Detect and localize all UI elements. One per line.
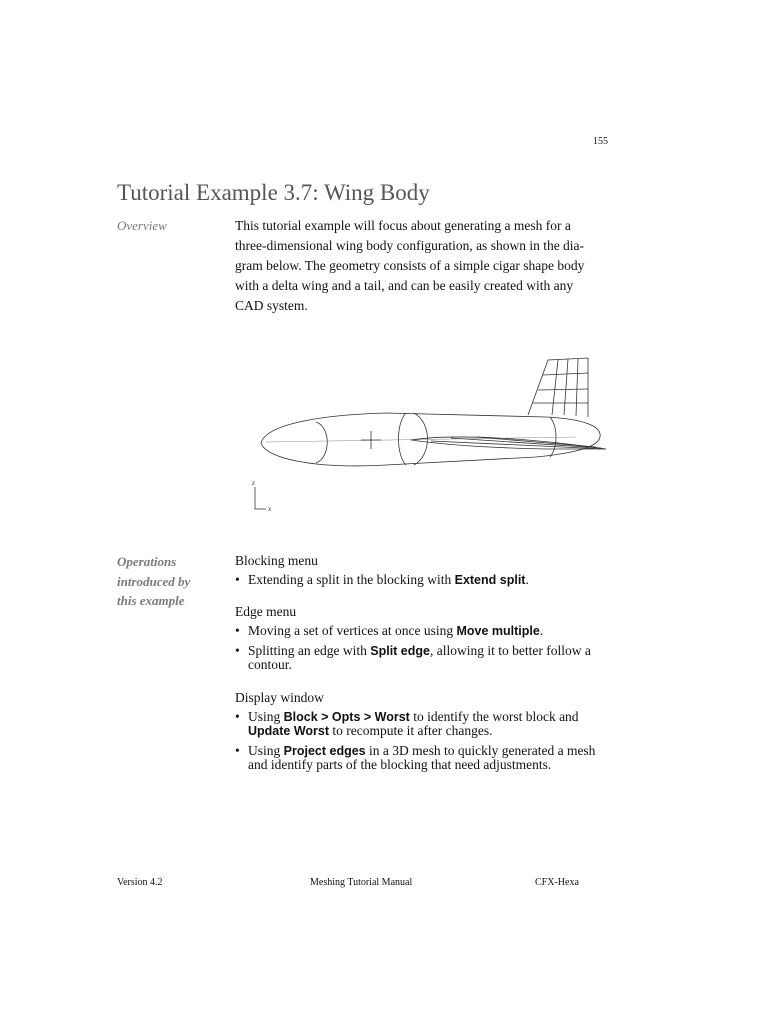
bullet-icon: • bbox=[235, 572, 240, 587]
operations-side-line: Operations bbox=[117, 554, 177, 569]
item-line bbox=[248, 710, 607, 724]
item-text: to identify the worst block and bbox=[409, 709, 579, 724]
bullet-icon: • bbox=[235, 643, 240, 658]
command-name: Project edges bbox=[283, 744, 366, 758]
section-edge-menu bbox=[235, 604, 607, 678]
item-text: Splitting an edge with bbox=[248, 643, 371, 658]
item-line bbox=[248, 744, 607, 758]
overview-line: gram below. The geometry consists of a simple cigar shape body bbox=[235, 258, 585, 273]
footer-manual-title: Meshing Tutorial Manual bbox=[310, 877, 413, 888]
item-line bbox=[248, 624, 607, 638]
item-text: Moving a set of vertices at once using bbox=[248, 623, 457, 638]
page-number: 155 bbox=[593, 136, 608, 147]
section-display-window bbox=[235, 690, 607, 778]
operations-side-line: introduced by bbox=[117, 573, 191, 589]
item-text: . bbox=[539, 623, 544, 638]
axis-label-x: x bbox=[268, 505, 272, 513]
item-line: contour. bbox=[248, 657, 292, 672]
item-line bbox=[248, 573, 607, 587]
command-name: Split edge bbox=[370, 644, 430, 658]
bullet-list bbox=[235, 573, 607, 587]
item-text: Using bbox=[248, 743, 284, 758]
list-item bbox=[235, 624, 607, 638]
item-line: and identify parts of the blocking that need adjustments. bbox=[248, 757, 552, 772]
command-name: Block > Opts > Worst bbox=[283, 710, 410, 724]
item-text: Extending a split in the blocking with bbox=[248, 572, 455, 587]
list-item bbox=[235, 710, 607, 738]
section-blocking-menu bbox=[235, 553, 607, 593]
page-title: Tutorial Example 3.7: Wing Body bbox=[117, 180, 430, 205]
item-text: , allowing it to better follow a bbox=[429, 643, 591, 658]
item-text: to recompute it after changes. bbox=[329, 723, 493, 738]
bullet-icon: • bbox=[235, 709, 240, 724]
operations-side-label bbox=[117, 552, 227, 611]
section-heading: Edge menu bbox=[235, 604, 297, 619]
list-item bbox=[235, 744, 607, 772]
overview-paragraph bbox=[235, 216, 605, 316]
wing-body-figure bbox=[236, 345, 607, 525]
bullet-list bbox=[235, 710, 607, 772]
command-name: Extend split bbox=[454, 573, 526, 587]
overview-line: three-dimensional wing body configuration, as shown in the dia- bbox=[235, 238, 585, 253]
list-item bbox=[235, 644, 607, 672]
overview-line: This tutorial example will focus about generating a mesh for a bbox=[235, 218, 571, 233]
operations-side-line: this example bbox=[117, 593, 185, 608]
overview-line: with a delta wing and a tail, and can be easily created with any bbox=[235, 278, 574, 293]
command-name: Move multiple bbox=[456, 624, 540, 638]
bullet-list bbox=[235, 624, 607, 672]
item-text: Using bbox=[248, 709, 284, 724]
section-heading: Blocking menu bbox=[235, 553, 318, 568]
command-name: Update Worst bbox=[248, 724, 330, 738]
footer-version: Version 4.2 bbox=[117, 877, 163, 888]
item-text: . bbox=[525, 572, 529, 587]
item-line bbox=[248, 644, 607, 658]
overview-side-label: Overview bbox=[117, 218, 167, 233]
bullet-icon: • bbox=[235, 743, 240, 758]
footer-product: CFX-Hexa bbox=[535, 877, 579, 888]
item-line bbox=[248, 724, 607, 738]
overview-line: CAD system. bbox=[235, 298, 308, 313]
section-heading: Display window bbox=[235, 690, 324, 705]
list-item bbox=[235, 573, 607, 587]
item-text: in a 3D mesh to quickly generated a mesh bbox=[365, 743, 596, 758]
axis-label-z: z bbox=[252, 479, 255, 487]
bullet-icon: • bbox=[235, 623, 240, 638]
